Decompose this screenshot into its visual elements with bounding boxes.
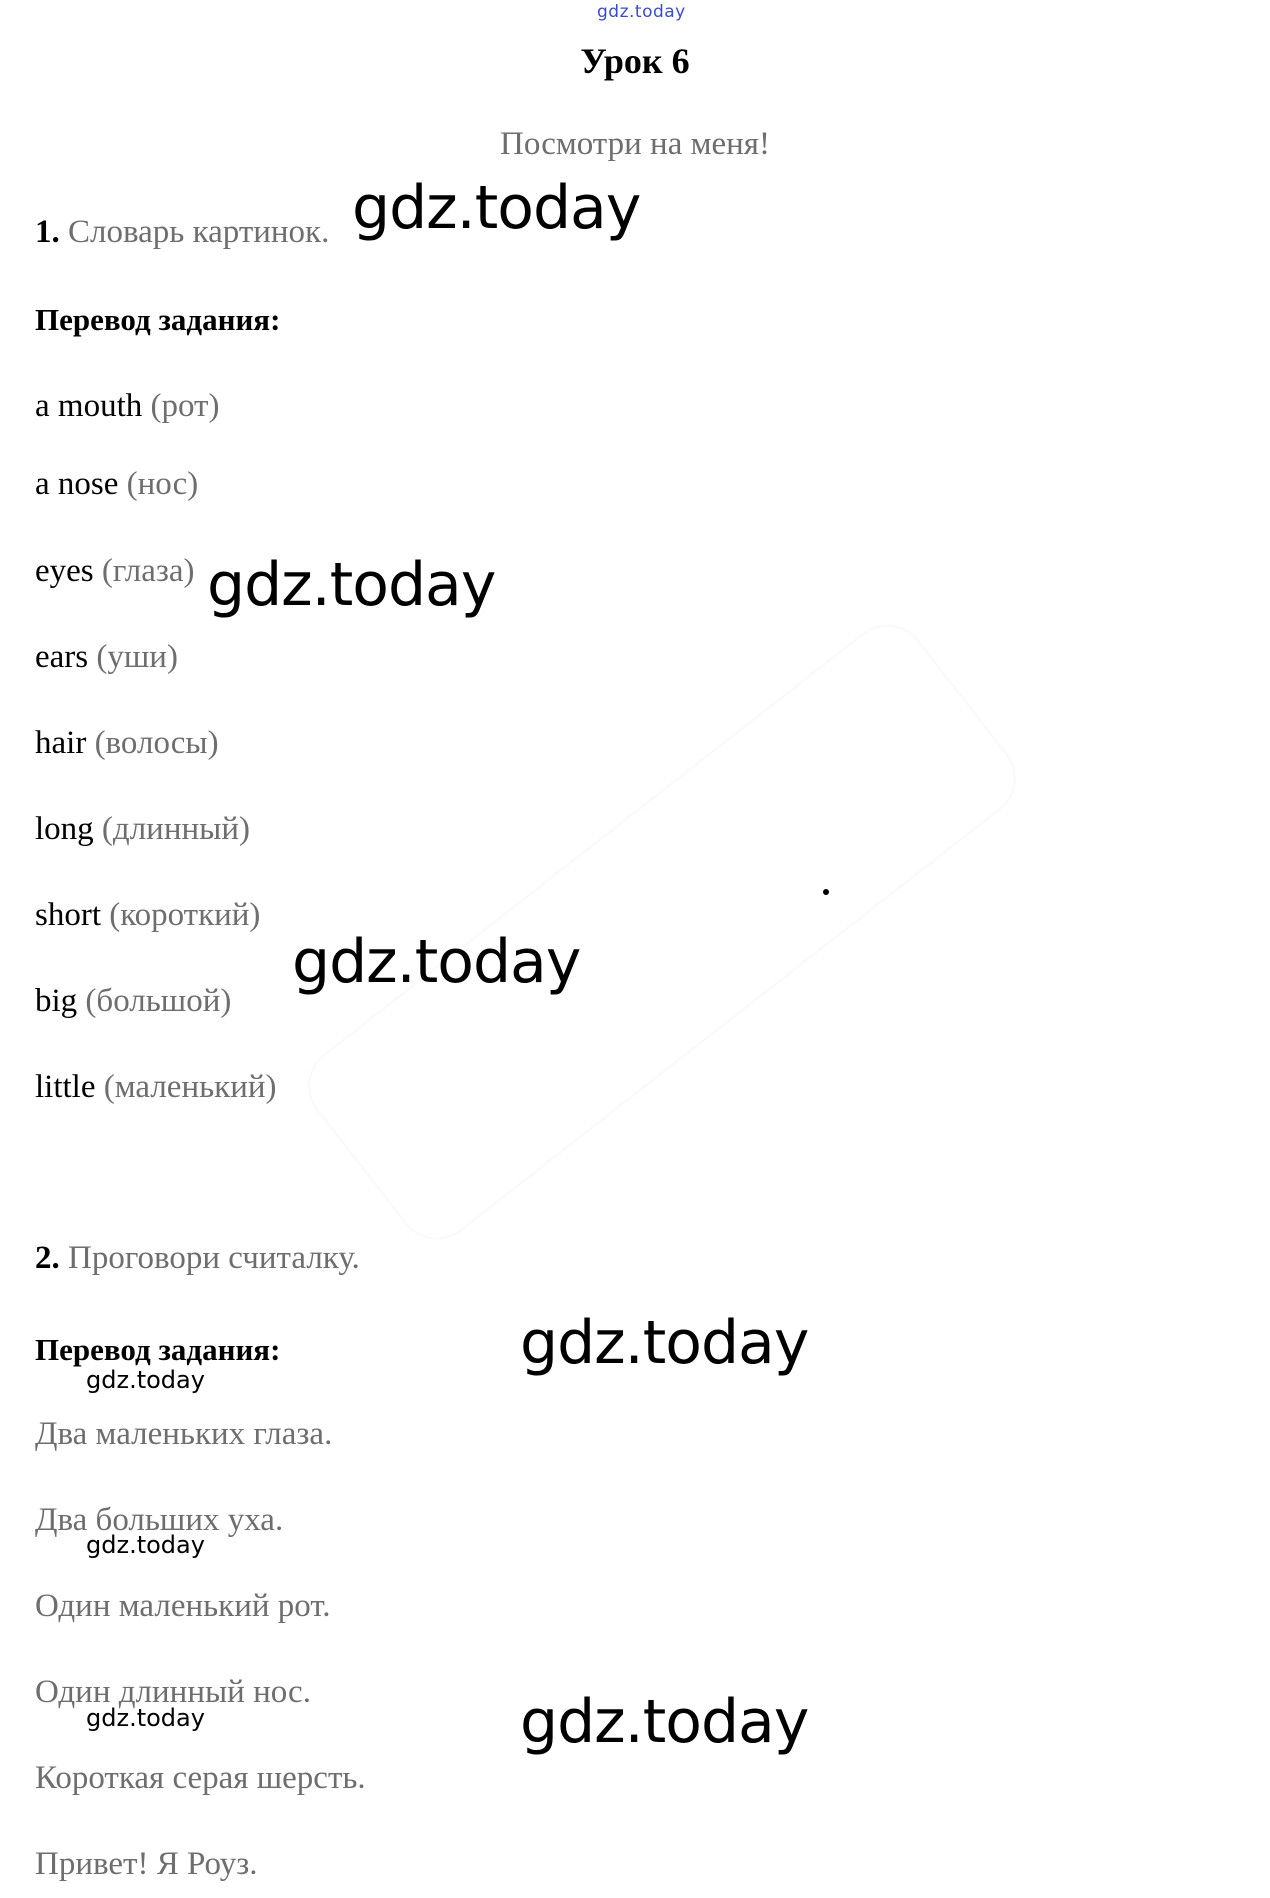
vocab-translation: (рот) — [150, 388, 220, 424]
vocab-translation: (уши) — [96, 639, 178, 675]
watermark: gdz.today — [520, 1687, 809, 1757]
vocab-item-hair — [35, 725, 219, 762]
watermark: gdz.today — [207, 550, 496, 620]
vocab-word: hair — [35, 725, 87, 761]
vocab-item-long — [35, 811, 250, 848]
vocab-translation: (маленький) — [103, 1069, 277, 1105]
task-2-translation-heading: Перевод задания: — [35, 1332, 281, 1367]
watermark-small: gdz.today — [86, 1366, 205, 1394]
task-1-text: Словарь картинок. — [68, 214, 330, 250]
vocab-word: ears — [35, 639, 89, 675]
watermark: gdz.today — [520, 1308, 809, 1378]
task-2-number: 2. — [35, 1240, 60, 1276]
rhyme-line: Короткая серая шерсть. — [35, 1760, 366, 1796]
vocab-translation: (волосы) — [94, 725, 219, 761]
task-1-translation-heading: Перевод задания: — [35, 302, 281, 337]
watermark-small: gdz.today — [86, 1704, 205, 1732]
vocab-word: a nose — [35, 466, 119, 502]
rhyme-line: Два больших уха. — [35, 1502, 284, 1538]
watermark: gdz.today — [292, 927, 581, 997]
rhyme-line: Два маленьких глаза. — [35, 1416, 333, 1452]
page-subtitle: Посмотри на меня! — [500, 126, 770, 162]
vocab-item-ears — [35, 639, 178, 676]
watermark: gdz.today — [352, 173, 641, 243]
rhyme-line: Привет! Я Роуз. — [35, 1846, 258, 1882]
task-2-instruction — [35, 1240, 360, 1277]
vocab-item-eyes — [35, 553, 195, 590]
page-title: Урок 6 — [580, 41, 690, 81]
vocab-item-nose — [35, 466, 198, 503]
vocab-item-mouth — [35, 388, 219, 425]
vocab-word: long — [35, 811, 94, 847]
vocab-word: short — [35, 897, 101, 933]
vocab-translation: (глаза) — [101, 553, 195, 589]
watermark-small: gdz.today — [86, 1531, 205, 1559]
task-2-text: Проговори считалку. — [68, 1240, 360, 1276]
task-1-number: 1. — [35, 214, 60, 250]
vocab-word: little — [35, 1069, 96, 1105]
vocab-item-big — [35, 983, 231, 1020]
vocab-translation: (длинный) — [101, 811, 250, 847]
vocab-translation: (нос) — [126, 466, 199, 502]
vocab-word: eyes — [35, 553, 94, 589]
stray-dot — [823, 889, 829, 895]
vocab-translation: (короткий) — [109, 897, 261, 933]
rhyme-line: Один маленький рот. — [35, 1588, 331, 1624]
vocab-word: a mouth — [35, 388, 143, 424]
vocab-item-little — [35, 1069, 277, 1106]
rhyme-line: Один длинный нос. — [35, 1674, 311, 1710]
task-1-instruction — [35, 214, 329, 251]
vocab-item-short — [35, 897, 260, 934]
top-watermark: gdz.today — [597, 2, 686, 22]
vocab-word: big — [35, 983, 78, 1019]
vocab-translation: (большой) — [85, 983, 232, 1019]
